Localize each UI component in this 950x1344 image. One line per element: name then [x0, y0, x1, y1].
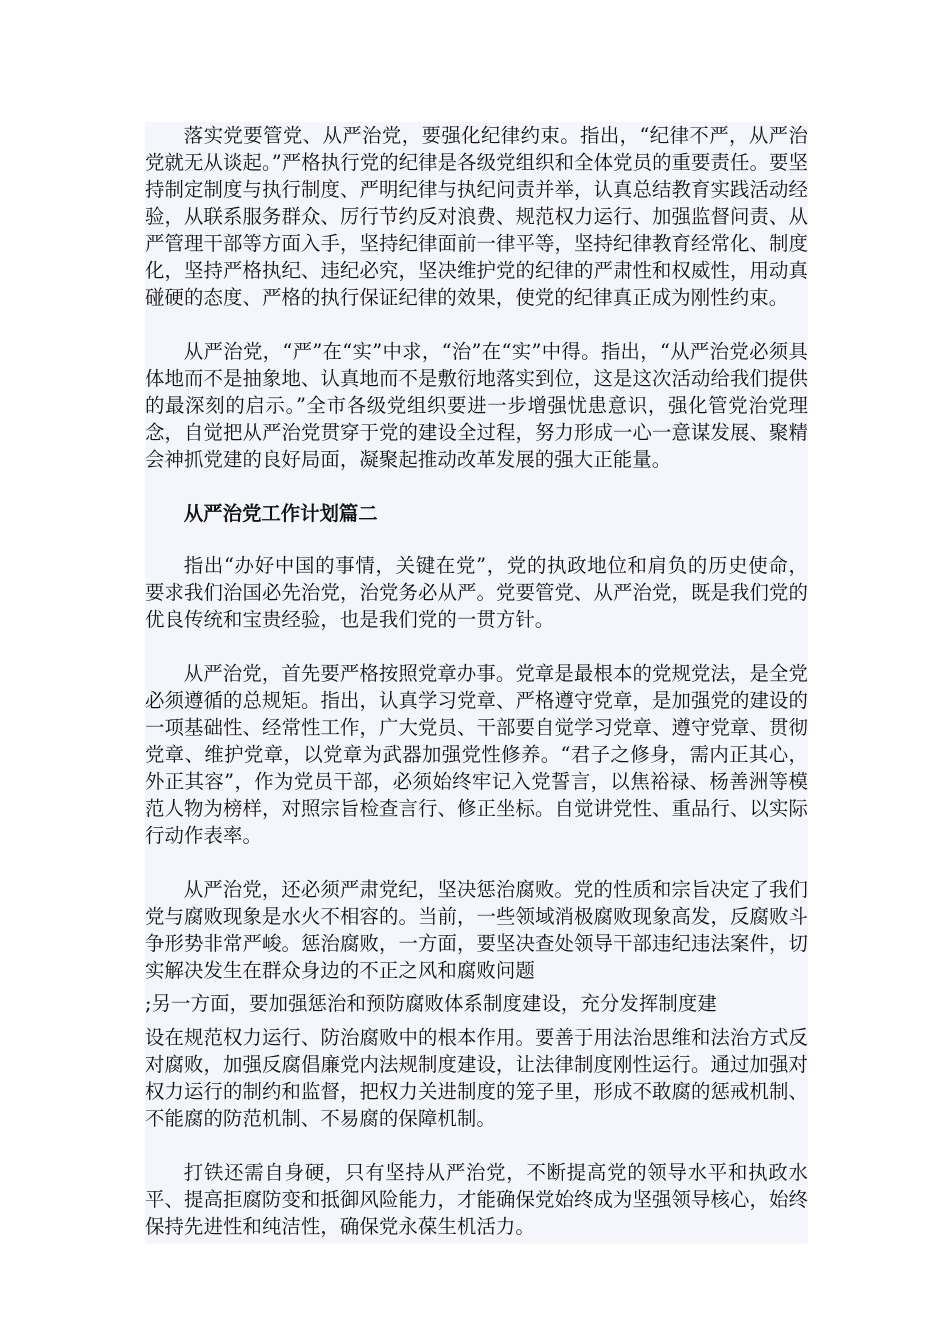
paragraph-key-in-party: 指出“办好中国的事情，关键在党”，党的执政地位和肩负的历史使命，要求我们治国必先治党，治党务必从严。党要管党、从严治党，既是我们党的优良传统和宝贵经验，也是我们党的一贯方针。	[145, 554, 808, 631]
paragraph-conclusion: 打铁还需自身硬，只有坚持从严治党，不断提高党的领导水平和执政水平、提高拒腐防变和抵御风险能力，才能确保党始终成为坚强领导核心，始终保持先进性和纯洁性，确保党永葆生机活力。	[145, 1161, 808, 1238]
paragraph-party-constitution: 从严治党，首先要严格按照党章办事。党章是最根本的党规党法，是全党必须遵循的总规矩。指出，认真学习党章、严格遵守党章，是加强党的建设的一项基础性、经常性工作，广大党员、干部要自觉学习党章、遵守党章、贯彻党章、维护党章，以党章为武器加强党性修养。“君子之修身，需内正其心，外正其容”，作为党员干部，必须始终牢记入党誓言，以焦裕禄、杨善洲等模范人物为榜样，对照宗旨检查言行、修正坐标。自觉讲党性、重品行、以实际行动作表率。	[145, 662, 808, 847]
section-heading: 从严治党工作计划篇二	[183, 502, 378, 525]
paragraph-strict-in-practice: 从严治党，“严”在“实”中求，“治”在“实”中得。指出，“从严治党必须具体地而不是抽象地、认真地而不是敷衍地落实到位，这是这次活动给我们提供的最深刻的启示。”全市各级党组织要进一步增强忧患意识，强化管党治党理念，自觉把从严治党贯穿于党的建设全过程，努力形成一心一意谋发展、聚精会神抓党建的良好局面，凝聚起推动改革发展的强大正能量。	[145, 340, 808, 471]
paragraph-discipline: 落实党要管党、从严治党，要强化纪律约束。指出，“纪律不严，从严治党就无从谈起。”严格执行党的纪律是各级党组织和全体党员的重要责任。要坚持制定制度与执行制度、严明纪律与执纪问责并举，认真总结教育实践活动经验，从联系服务群众、厉行节约反对浪费、规范权力运行、加强监督问责、从严管理干部等方面入手，坚持纪律面前一律平等，坚持纪律教育经常化、制度化，坚持严格执纪、违纪必究，坚决维护党的纪律的严肃性和权威性，用动真碰硬的态度、严格的执行保证纪律的效果，使党的纪律真正成为刚性约束。	[145, 124, 808, 309]
document-body	[145, 122, 808, 1244]
paragraph-anti-corruption: 从严治党，还必须严肃党纪，坚决惩治腐败。党的性质和宗旨决定了我们党与腐败现象是水火不相容的。当前，一些领域消极腐败现象高发，反腐败斗争形势非常严峻。惩治腐败，一方面，要坚决查处领导干部违纪违法案件，切实解决发生在群众身边的不正之风和腐败问题	[145, 878, 808, 982]
paragraph-rule-of-law: 设在规范权力运行、防治腐败中的根本作用。要善于用法治思维和法治方式反对腐败，加强反腐倡廉党内法规制度建设，让法律制度刚性运行。通过加强对权力运行的制约和监督，把权力关进制度的笼子里，形成不敢腐的惩戒机制、不能腐的防范机制、不易腐的保障机制。	[145, 1026, 808, 1130]
paragraph-anti-corruption-continued: ;另一方面，要加强惩治和预防腐败体系制度建设，充分发挥制度建	[145, 992, 717, 1015]
